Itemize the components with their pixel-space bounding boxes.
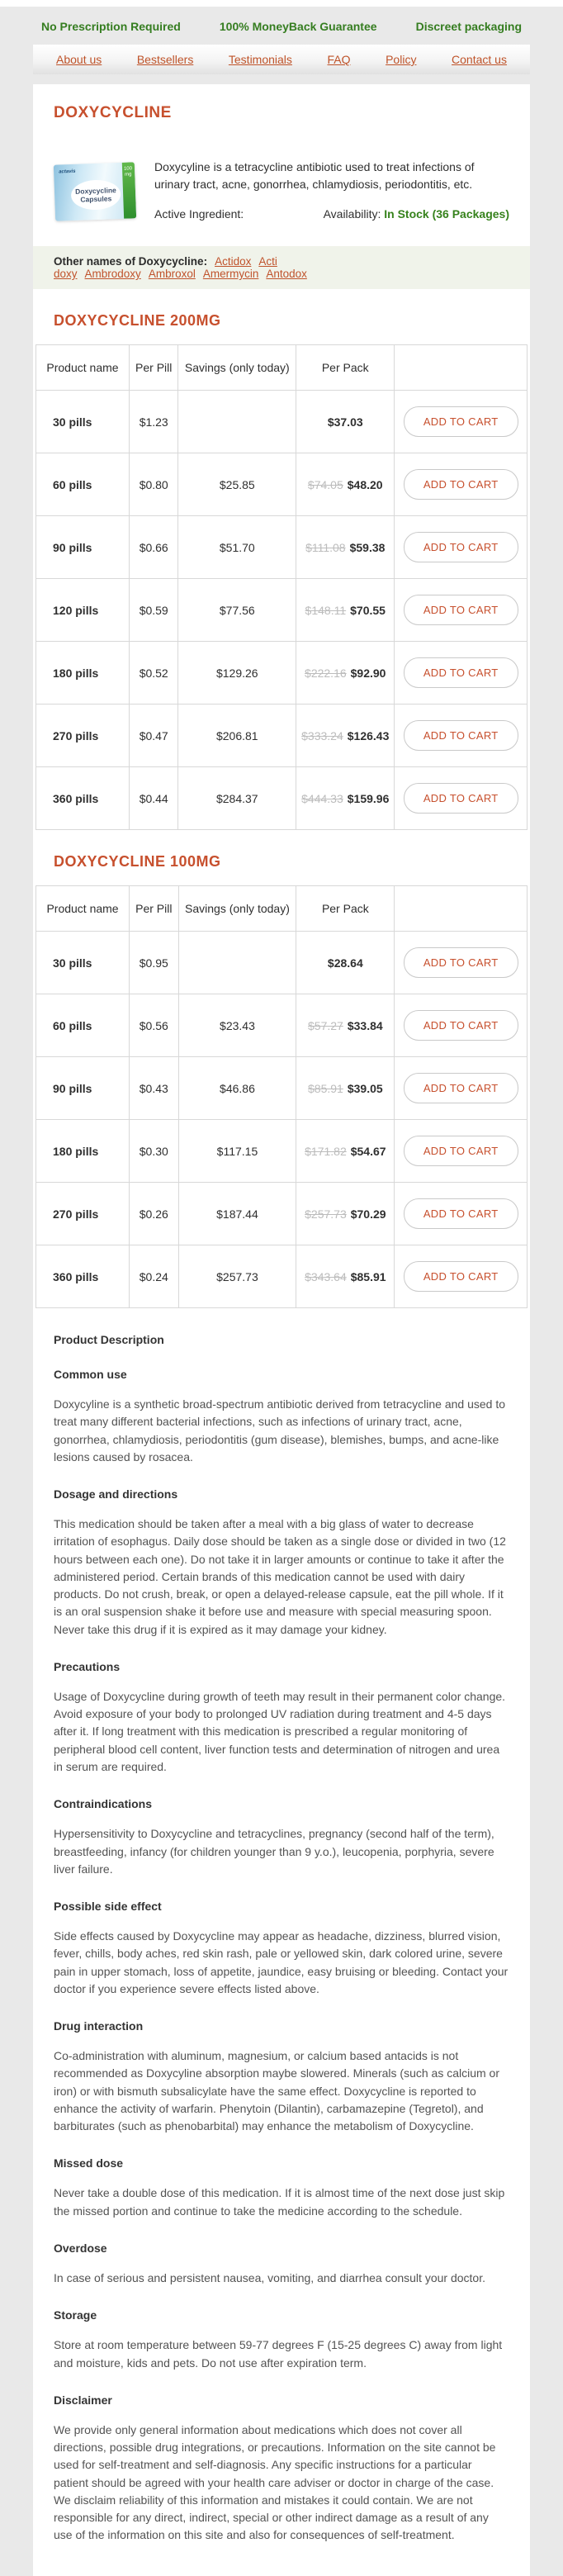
other-name-link[interactable]: Amermycin [202,268,259,280]
column-header: Savings (only today) [178,345,296,391]
price-row [36,391,528,453]
product-name-cell: 60 pills [36,453,130,516]
description-heading: Storage [54,2308,97,2322]
pack-price: $70.29 [350,1207,386,1221]
column-header: Per Pill [130,886,179,932]
table-header-row [36,886,528,932]
cart-cell [395,453,528,516]
product-name-cell: 360 pills [36,767,130,830]
cart-cell [395,516,528,579]
price-row [36,1120,528,1183]
box-name-label [71,179,121,211]
box-dose-label: 100 mg [123,166,133,178]
nav-link[interactable]: Testimonials [228,53,292,66]
pack-price: $159.96 [347,791,390,805]
price-row [36,1183,528,1245]
price-row [36,453,528,516]
per-pack-cell [296,932,395,994]
description-text: Co-administration with aluminum, magnesium, or calcium based antacids is not recommended as Doxycyline absorption maybe slowered. Minerals (such as calcium or iron) or with bismuth subsalicylate have the same effect. Doxycycline is reported to enhance the activity of warfarin. Phenytoin (Dilantin), carbamazepine (Tegretol), and barbiturates (such as phenobarbital) may enhance the metabolism of Doxycycline. [54,2049,500,2133]
savings-cell: $117.15 [178,1120,296,1183]
per-pack-cell [296,767,395,830]
per-pack-cell [296,579,395,642]
price-table [35,885,528,1308]
savings-cell: $206.81 [178,704,296,767]
promo-bar [33,7,530,45]
product-info [154,159,509,226]
add-to-cart-button[interactable]: ADD TO CART [404,783,518,814]
pack-price: $59.38 [349,540,386,554]
other-name-link[interactable]: Ambrodoxy [84,268,141,280]
medicine-box-art [54,162,136,221]
dosage-section [33,853,530,1308]
per-pill-cell: $0.26 [130,1183,179,1245]
description-section [54,1487,509,1639]
product-name-cell: 90 pills [36,516,130,579]
description-heading: Dosage and directions [54,1487,178,1501]
column-header-empty [395,886,528,932]
column-header: Per Pill [129,345,177,391]
description-text: Hypersensitivity to Doxycycline and tetracyclines, pregnancy (second half of the term), breastfeeding, infancy (for children younger than 9 y.o.), leucopenia, porphyria, severe liver failure. [54,1827,494,1876]
per-pack-cell [296,642,395,704]
other-name-link[interactable]: Actidox [215,255,252,268]
pack-price: $85.91 [350,1269,386,1283]
availability-value: In Stock (36 Packages) [384,207,509,221]
per-pack-cell [296,994,395,1057]
add-to-cart-button[interactable]: ADD TO CART [404,1136,518,1166]
price-table-wrap [33,885,530,1308]
savings-cell: $257.73 [178,1245,296,1308]
old-price: $85.91 [308,1081,343,1095]
per-pack-cell [296,1245,395,1308]
per-pack-cell [296,453,395,516]
savings-cell: $187.44 [178,1183,296,1245]
per-pill-cell: $0.30 [130,1120,179,1183]
savings-cell [178,391,296,453]
price-row [36,1245,528,1308]
product-name-cell: 180 pills [36,1120,130,1183]
cart-cell [395,767,528,830]
description-text: We provide only general information about medications which does not cover all directions, possible drug integrations, or precautions. Information on the site cannot be used for self-treatment and self-diagnosis. Any specific instructions for a particular patient should be agreed with your health care adviser or doctor in charge of the case. We disclaim reliability of this information and mistakes it could contain. We are not responsible for any direct, indirect, special or other indirect damage as a result of any use of the information on this site and also for consequences of self-treatment. [54,2422,496,2542]
other-name-link[interactable]: Antodox [266,268,307,280]
add-to-cart-button[interactable]: ADD TO CART [404,1261,518,1292]
old-price: $111.08 [305,540,346,554]
active-ingredient-label: Active Ingredient: [154,207,244,221]
savings-cell: $46.86 [178,1057,296,1120]
description-heading: Contraindications [54,1797,153,1811]
cart-cell [395,1120,528,1183]
column-header-empty [395,345,528,391]
per-pill-cell: $0.24 [130,1245,179,1308]
per-pack-cell [296,391,395,453]
pack-price: $48.20 [347,477,383,491]
column-header: Product name [36,886,130,932]
per-pill-cell: $0.66 [129,516,177,579]
add-to-cart-button[interactable]: ADD TO CART [404,532,518,562]
description-section [54,2156,509,2220]
other-names-bar [33,246,530,289]
price-tables [33,312,530,1308]
pack-price: $54.67 [350,1144,386,1158]
column-header: Savings (only today) [178,886,296,932]
column-header: Per Pack [296,345,395,391]
cart-cell [395,391,528,453]
box-name-line1: Doxycycline [74,185,116,196]
savings-cell [178,932,296,994]
savings-cell: $25.85 [178,453,296,516]
price-row [36,932,528,994]
box-name-line2: Capsules [80,194,112,204]
old-price: $148.11 [305,603,347,617]
per-pill-cell: $1.23 [129,391,177,453]
per-pill-cell: $0.52 [129,642,177,704]
pack-price: $39.05 [347,1081,383,1095]
cart-cell [395,994,528,1057]
table-header-row [36,345,528,391]
description-text: Never take a double dose of this medication. If it is almost time of the next dose just skip the missed portion and continue to take the medicine according to the schedule. [54,2186,505,2218]
product-name-cell: 360 pills [36,1245,130,1308]
cart-cell [395,932,528,994]
description-text: Doxycyline is a synthetic broad-spectrum antibiotic derived from tetracycline and used to treat many different bacterial infections, such as infections of urinary tract, acne, gonorrhea, chlamydiosis, periodontitis (gum disease), blemishes, bumps, and acne-like lesions caused by rosacea. [54,1397,506,1464]
product-name-cell: 180 pills [36,642,130,704]
product-name-cell: 30 pills [36,391,130,453]
per-pill-cell: $0.44 [129,767,177,830]
old-price: $74.05 [307,477,343,491]
description-section [54,2242,509,2287]
product-overview [33,159,530,226]
description-section [54,2393,509,2545]
ingredient-availability-row [154,207,509,221]
description-heading: Precautions [54,1659,121,1673]
per-pill-cell: $0.59 [129,579,177,642]
column-header: Product name [36,345,130,391]
product-name-cell: 270 pills [36,704,130,767]
promo-item: Discreet packaging [415,20,522,33]
description-text: Usage of Doxycycline during growth of teeth may result in their permanent color change. Avoid exposure of your body to prolonged UV radiation during treatment and 4-5 days after it. If long treatment with this medication is prescribed a regular monitoring of peripheral blood cell content, liver function tests and determination of nitrogen and urea in serum are required. [54,1689,506,1773]
old-price: $343.64 [305,1269,347,1283]
product-name-cell: 60 pills [36,994,130,1057]
old-price: $333.24 [301,728,343,742]
price-row [36,704,528,767]
spacer [0,74,563,84]
description-text: In case of serious and persistent nausea, vomiting, and diarrhea consult your doctor. [54,2270,485,2284]
description-text: This medication should be taken after a meal with a big glass of water to decrease irritation of esophagus. Daily dose should be taken as a single dose or divided in two (12 hours between each one). Do not take it in larger amounts or continue to take it after the administered period. Certain brands of this medication cannot be used with dairy products. Do not crush, break, or open a delayed-release capsule, eat the pill whole. If it is an oral suspension shake it before use and measure with special measuring spoon. Never take this drug if it is expired as it may damage your kidney. [54,1517,506,1636]
price-row [36,642,528,704]
per-pack-cell [296,1183,395,1245]
description-heading: Drug interaction [54,2019,144,2033]
description-section [54,2308,509,2372]
description-heading: Missed dose [54,2156,124,2170]
per-pack-cell [296,704,395,767]
cart-cell [395,642,528,704]
description-heading: Possible side effect [54,1900,162,1914]
description-section [54,1368,509,1466]
product-image [54,159,138,226]
top-edge [0,0,563,7]
per-pill-cell: $0.47 [129,704,177,767]
description-section [54,1900,509,1998]
promo-item: 100% MoneyBack Guarantee [219,20,377,33]
nav-link[interactable]: Policy [386,53,417,66]
add-to-cart-button[interactable]: ADD TO CART [404,720,518,751]
add-to-cart-button[interactable]: ADD TO CART [404,657,518,688]
pack-price: $33.84 [347,1018,383,1032]
savings-cell: $23.43 [178,994,296,1057]
price-table-wrap [33,344,530,830]
pack-price: $126.43 [347,728,390,742]
product-summary: Doxycyline is a tetracycline antibiotic used to treat infections of urinary tract, acne, gonorrhea, chlamydiosis, periodontitis, etc. [154,160,475,191]
product-name-cell: 120 pills [36,579,130,642]
dosage-heading: DOXYCYCLINE 200MG [54,312,221,329]
add-to-cart-button[interactable]: ADD TO CART [404,469,518,500]
per-pill-cell: $0.80 [129,453,177,516]
description-text: Side effects caused by Doxycycline may appear as headache, dizziness, blurred vision, fever, chills, body aches, red skin rash, pale or yellowed skin, dark colored urine, severe pain in upper stomach, loss of appetite, jaundice, easy bruising or bleeding. Contact your doctor if you experience severe effects listed above. [54,1929,509,1995]
per-pack-cell [296,1120,395,1183]
cart-cell [395,1057,528,1120]
per-pill-cell: $0.43 [130,1057,179,1120]
description-title: Product Description [54,1333,164,1346]
price-row [36,994,528,1057]
old-price: $222.16 [305,666,347,680]
availability-label: Availability: [323,207,381,221]
dosage-heading: DOXYCYCLINE 100MG [54,853,221,870]
column-header: Per Pack [296,886,395,932]
cart-cell [395,579,528,642]
product-name-cell: 30 pills [36,932,130,994]
old-price: $171.82 [305,1144,347,1158]
cart-cell [395,1183,528,1245]
pack-price: $92.90 [350,666,386,680]
pack-price: $28.64 [327,956,363,970]
per-pack-cell [296,1057,395,1120]
nav-link[interactable]: Contact us [452,53,507,66]
per-pack-cell [296,516,395,579]
description-heading: Overdose [54,2241,107,2255]
add-to-cart-button[interactable]: ADD TO CART [404,406,518,437]
product-name-cell: 90 pills [36,1057,130,1120]
old-price: $257.73 [305,1207,347,1221]
other-name-link[interactable]: Acti doxy [54,255,277,280]
other-name-link[interactable]: Ambroxol [148,268,196,280]
description-text: Store at room temperature between 59-77 degrees F (15-25 degrees C) away from light and moisture, kids and pets. Do not use after expiration term. [54,2338,503,2370]
pack-price: $37.03 [327,415,363,429]
per-pill-cell: $0.95 [130,932,179,994]
description-heading: Common use [54,1368,127,1381]
other-names-label: Other names of Doxycycline: [54,255,208,268]
content-card [33,84,530,2576]
per-pill-cell: $0.56 [130,994,179,1057]
dosage-section [33,312,530,830]
add-to-cart-button[interactable]: ADD TO CART [404,1010,518,1041]
promo-item: No Prescription Required [41,20,181,33]
savings-cell: $129.26 [178,642,296,704]
nav-link[interactable]: Bestsellers [136,53,194,66]
description-heading: Disclaimer [54,2393,112,2407]
price-row [36,516,528,579]
product-name-cell: 270 pills [36,1183,130,1245]
description-section [54,1797,509,1878]
description-section [54,1660,509,1776]
old-price: $57.27 [308,1018,343,1032]
cart-cell [395,1245,528,1308]
add-to-cart-button[interactable]: ADD TO CART [404,947,518,978]
price-table [35,344,528,830]
box-brand-label: actavis [59,168,76,175]
availability [324,207,509,221]
main-nav [33,45,530,74]
price-row [36,579,528,642]
add-to-cart-button[interactable]: ADD TO CART [404,1198,518,1229]
description-sections [54,1368,509,2545]
description-section [54,2019,509,2135]
savings-cell: $51.70 [178,516,296,579]
page-title: DOXYCYCLINE [54,104,172,121]
cart-cell [395,704,528,767]
old-price: $444.33 [301,791,343,805]
add-to-cart-button[interactable]: ADD TO CART [404,595,518,625]
pack-price: $70.55 [350,603,386,617]
nav-link[interactable]: About us [56,53,102,66]
product-description [33,1308,530,2568]
price-row [36,767,528,830]
savings-cell: $77.56 [178,579,296,642]
nav-link[interactable]: FAQ [327,53,351,66]
add-to-cart-button[interactable]: ADD TO CART [404,1073,518,1103]
price-row [36,1057,528,1120]
savings-cell: $284.37 [178,767,296,830]
